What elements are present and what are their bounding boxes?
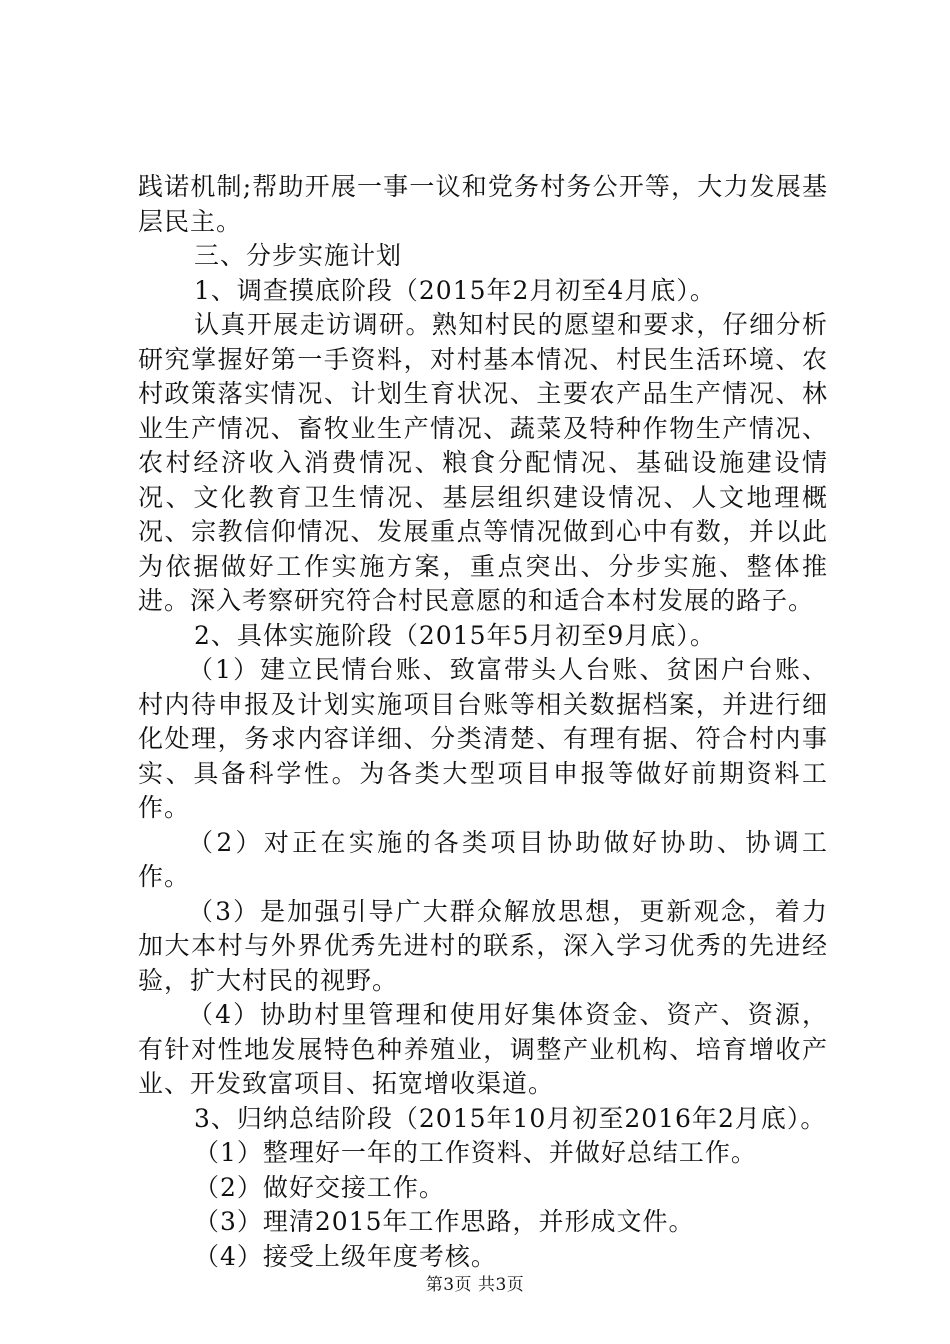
stage-2-item-3: （3）是加强引导广大群众解放思想，更新观念，着力加大本村与外界优秀先进村的联系，深入学习优秀的先进经验，扩大村民的视野。: [138, 896, 828, 995]
page-number-footer: 第3页 共3页: [425, 1275, 525, 1295]
stage-3-item-3: （3）理清2015年工作思路，并形成文件。: [194, 1207, 695, 1236]
stage-3-item-1: （1）整理好一年的工作资料、并做好总结工作。: [194, 1138, 757, 1167]
stage-heading-3: 3、归纳总结阶段（2015年10月初至2016年2月底）。: [194, 1103, 827, 1133]
stage-3-item-2: （2）做好交接工作。: [194, 1172, 445, 1202]
stage-2-item-2: （2）对正在实施的各类项目协助做好协助、协调工作。: [138, 827, 828, 891]
stage-2-item-4: （4）协助村里管理和使用好集体资金、资产、资源，有针对性地发展特色种养殖业，调整产业机构、培育增收产业、开发致富项目、拓宽增收渠道。: [138, 1000, 828, 1098]
paragraph-continuation: 践诺机制;帮助开展一事一议和党务村务公开等，大力发展基层民主。: [138, 172, 828, 236]
section-heading: 三、分步实施计划: [194, 241, 403, 270]
stage-heading-1: 1、调查摸底阶段（2015年2月初至4月底）。: [194, 275, 716, 305]
stage-3-item-4: （4）接受上级年度考核。: [194, 1241, 497, 1271]
stage-2-item-1: （1）建立民情台账、致富带头人台账、贫困户台账、村内待申报及计划实施项目台账等相关数据档案，并进行细化处理，务求内容详细、分类清楚、有理有据、符合村内事实、具备科学性。为各类大型项目申报等做好前期资料工作。: [138, 655, 828, 822]
stage-1-body: 认真开展走访调研。熟知村民的愿望和要求，仔细分析研究掌握好第一手资料，对村基本情况、村民生活环境、农村政策落实情况、计划生育状况、主要农产品生产情况、林业生产情况、畜牧业生产情况、蔬菜及特种作物生产情况、农村经济收入消费情况、粮食分配情况、基础设施建设情况、文化教育卫生情况、基层组织建设情况、人文地理概况、宗教信仰情况、发展重点等情况做到心中有数，并以此为依据做好工作实施方案，重点突出、分步实施、整体推进。深入考察研究符合村民意愿的和适合本村发展的路子。: [138, 310, 828, 615]
stage-heading-2: 2、具体实施阶段（2015年5月初至9月底）。: [194, 620, 716, 650]
document-body: [138, 170, 828, 1274]
